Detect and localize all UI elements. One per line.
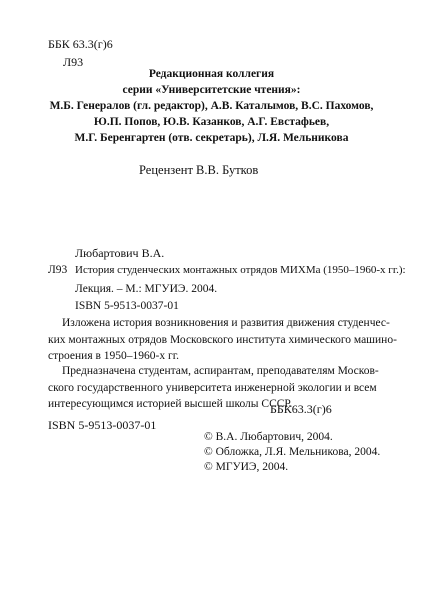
catalog-title: История студенческих монтажных отрядов МИХМа (1950–1960-х гг.):	[75, 264, 406, 276]
catalog-author: Любартович В.А.	[75, 246, 165, 260]
annotation-line: строения в 1950–1960-х гг.	[48, 350, 180, 362]
annotation-line: Предназначена студентам, аспирантам, преподавателям Москов-	[62, 365, 379, 377]
copyright-line: © В.А. Любартович, 2004.	[204, 431, 333, 443]
reviewer-line: Рецензент В.В. Бутков	[139, 163, 259, 177]
editorial-board-members: Ю.П. Попов, Ю.В. Казанков, А.Г. Евстафьев,	[93, 116, 330, 128]
copyright-line: © МГУИЭ, 2004.	[204, 461, 289, 473]
isbn-bottom: ISBN 5-9513-0037-01	[48, 418, 157, 432]
editorial-board-members: М.Б. Генералов (гл. редактор), А.В. Каталымов, В.С. Пахомов,	[49, 100, 374, 112]
editorial-board-members: М.Г. Беренгартен (отв. секретарь), Л.Я. Мельникова	[74, 132, 349, 144]
annotation-line: ких монтажных отрядов Московского института химического машино-	[48, 333, 397, 346]
editorial-board-series: серии «Университетские чтения»:	[122, 84, 301, 96]
editorial-board-title: Редакционная коллегия	[148, 68, 275, 80]
annotation-line: Изложена история возникновения и развития движения студенчес-	[62, 317, 390, 329]
annotation-paragraph-1	[48, 315, 397, 365]
bbk-code-bottom: ББК63.3(г)6	[270, 402, 332, 416]
author-sign-top: Л93	[63, 55, 84, 69]
bbk-code-top: ББК 63.3(г)6	[48, 37, 113, 51]
copyright-line: © Обложка, Л.Я. Мельникова, 2004.	[204, 446, 381, 458]
annotation-line: интересующимся историей высшей школы СССР.	[48, 398, 293, 410]
catalog-publication: Лекция. – М.: МГУИЭ. 2004.	[75, 283, 218, 295]
annotation-line: ского государственного университета инженерной экологии и всем	[48, 381, 377, 394]
catalog-author-sign: Л93	[48, 264, 68, 276]
catalog-isbn: ISBN 5-9513-0037-01	[75, 300, 179, 312]
